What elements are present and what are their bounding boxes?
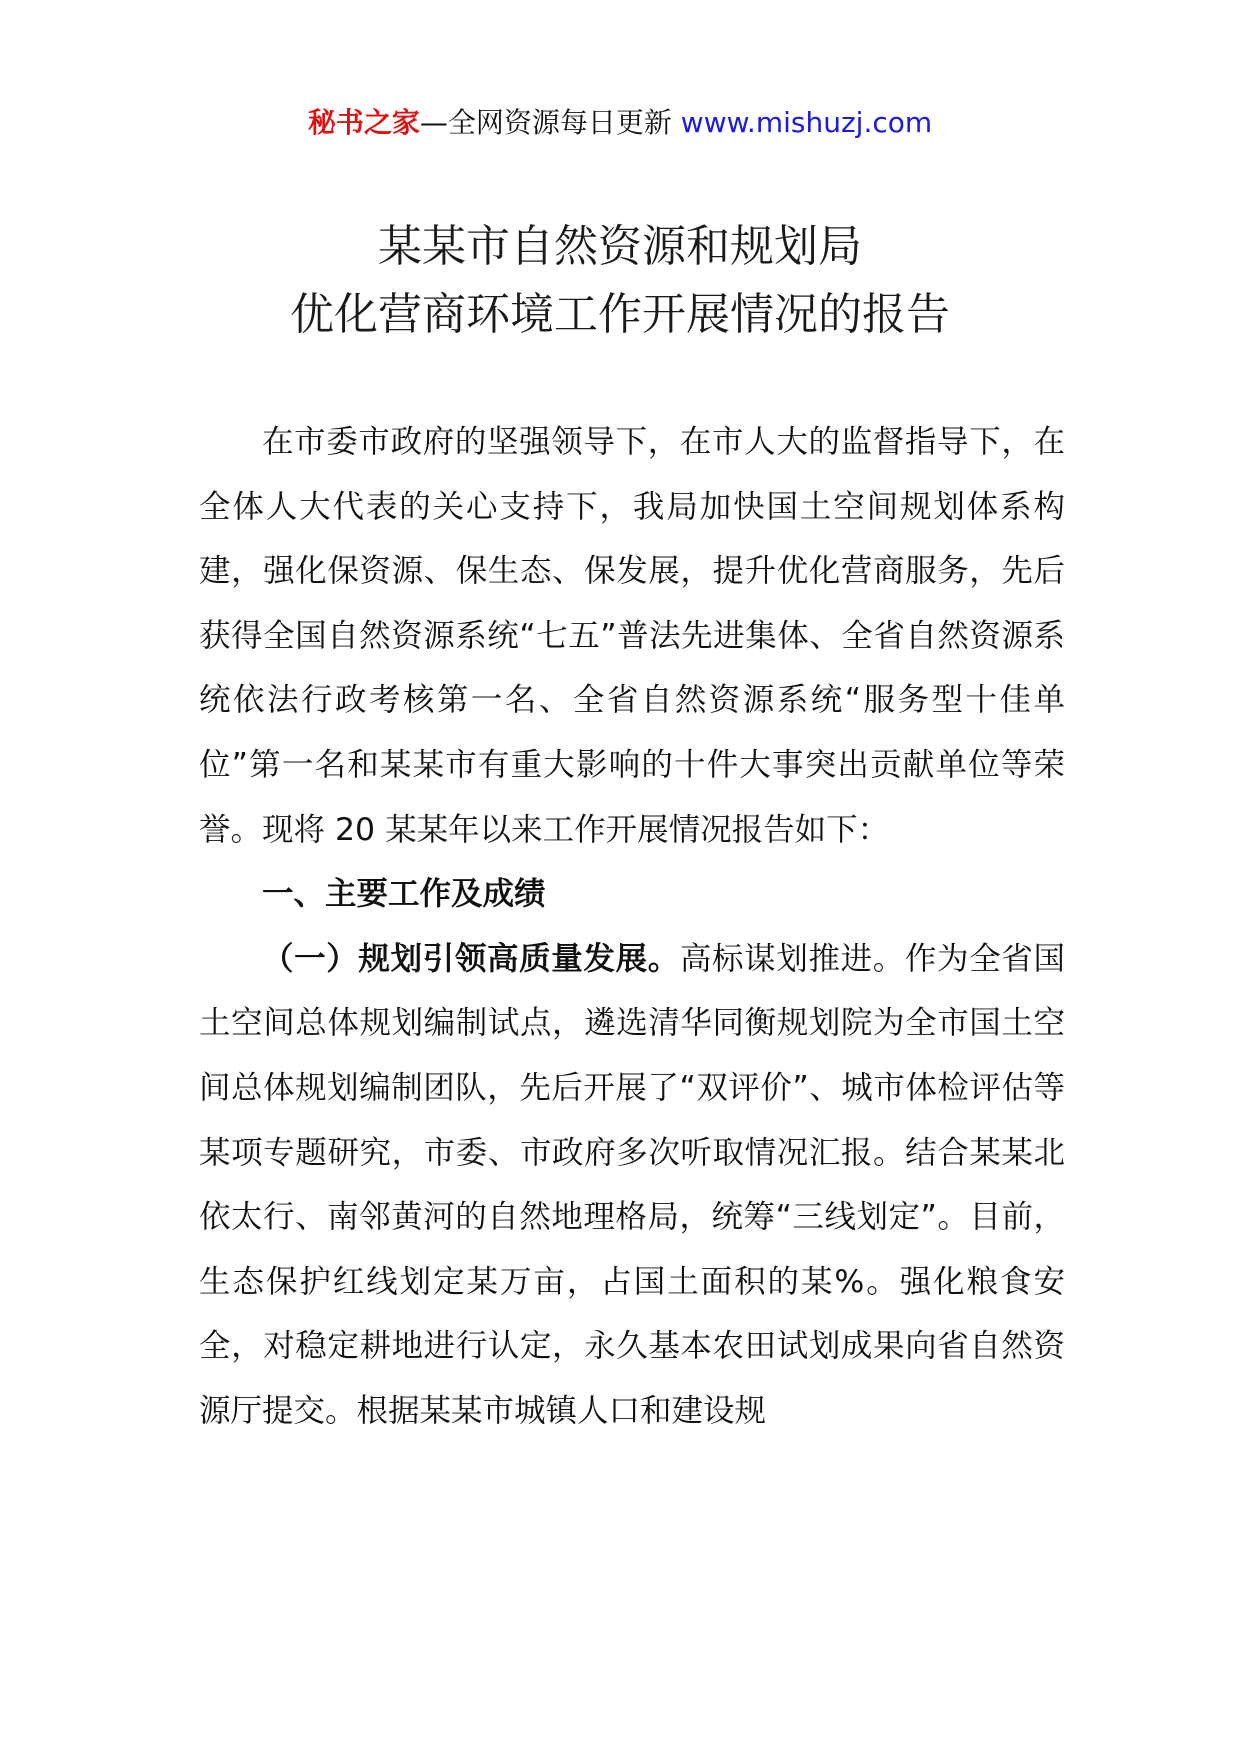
document-body bbox=[199, 410, 1065, 1444]
header-banner bbox=[0, 103, 1240, 143]
document-title bbox=[0, 213, 1240, 349]
title-line-1: 某某市自然资源和规划局 bbox=[378, 221, 862, 272]
subsection-1-heading: （一）规划引领高质量发展。 bbox=[262, 940, 680, 977]
banner-brand: 秘书之家 bbox=[307, 106, 420, 139]
subsection-1-paragraph bbox=[199, 927, 1065, 1444]
banner-url-link[interactable]: www.mishuzj.com bbox=[680, 106, 933, 139]
banner-tagline: —全网资源每日更新 bbox=[419, 106, 672, 139]
subsection-1-text: 高标谋划推进。作为全省国土空间总体规划编制试点，遴选清华同衡规划院为全市国土空间总体规划编制团队，先后开展了“双评价”、城市体检评估等某项专题研究，市委、市政府多次听取情况汇报。结合某某北依太行、南邻黄河的自然地理格局，统筹“三线划定”。目前，生态保护红线划定某万亩，占国土面积的某%。强化粮食安全，对稳定耕地进行认定，永久基本农田试划成果向省自然资源厅提交。根据某某市城镇人口和建设规 bbox=[199, 940, 1065, 1429]
section-1-heading: 一、主要工作及成绩 bbox=[262, 876, 546, 913]
intro-paragraph: 在市委市政府的坚强领导下，在市人大的监督指导下，在全体人大代表的关心支持下，我局加快国土空间规划体系构建，强化保资源、保生态、保发展，提升优化营商服务，先后获得全国自然资源系统“七五”普法先进集体、全省自然资源系统依法行政考核第一名、全省自然资源系统“服务型十佳单位”第一名和某某市有重大影响的十件大事突出贡献单位等荣誉。现将 20 某某年以来工作开展情况报告如下： bbox=[199, 424, 1065, 848]
title-line-2: 优化营商环境工作开展情况的报告 bbox=[290, 289, 950, 340]
